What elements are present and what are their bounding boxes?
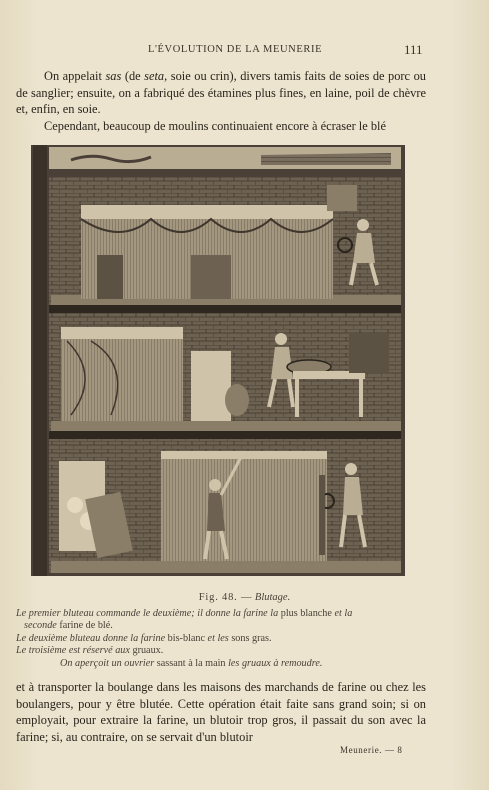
legend-run: Le deuxième bluteau donne la farine <box>16 632 166 644</box>
legend-run: sassant à la main <box>154 657 229 669</box>
text-run: On appelait <box>44 69 106 83</box>
legend-line <box>16 620 436 632</box>
paragraph-boulange: et à transporter la boulange dans les maisons des marchands de farine ou chez les boulangers, pour y être blutée. Cette opération était faite sans grand soin; si on employait, pour extraire la farine, un blutoir trop gros, il passait du son avec la farine; si, au contraire, on se servait d'un blutoir <box>16 680 426 744</box>
term-sas: sas <box>105 69 122 83</box>
legend-run: Le troisième est réservé aux <box>16 645 130 657</box>
legend-run: gruaux. <box>129 645 164 657</box>
signature-mark: Meunerie. — 8 <box>340 745 403 755</box>
body-text-top <box>16 68 426 134</box>
legend-run: plus blanche <box>278 608 335 619</box>
legend-run: farine de blé. <box>56 620 113 632</box>
legend-run: sons gras. <box>228 632 272 644</box>
legend-run: et les <box>207 632 229 644</box>
legend-run: et la <box>334 608 353 619</box>
figure-legend <box>16 608 436 670</box>
legend-run: bis-blanc <box>165 632 208 644</box>
text-run: soie ou crin), divers tamis faits de soies de porc ou de sanglier; ensuite, on a fabriqué des étamines plus fines, en laine, poil de chèvre et, enfin, en soie. <box>16 69 426 117</box>
engraving-plate <box>31 145 405 576</box>
body-text-bottom <box>16 679 426 745</box>
figure-number: Fig. 48. — <box>198 592 253 603</box>
legend-run: On aperçoit un ouvrier <box>60 657 155 669</box>
paragraph-sas <box>16 68 426 118</box>
legend-line <box>16 645 436 657</box>
legend-line <box>16 633 436 645</box>
text-run: (de <box>121 69 145 83</box>
legend-run: les gruaux à remoudre. <box>228 657 323 669</box>
blutage-engraving <box>31 145 405 576</box>
legend-line <box>16 608 436 620</box>
running-title: L'ÉVOLUTION DE LA MEUNERIE <box>148 44 323 55</box>
term-seta: seta, <box>144 69 168 83</box>
paragraph-cependant: Cependant, beaucoup de moulins continuaient encore à écraser le blé <box>44 118 386 133</box>
running-head <box>0 44 489 60</box>
page-number: 111 <box>404 42 423 57</box>
legend-run: Le premier bluteau commande le deuxième; il donne la farine la <box>16 608 279 619</box>
legend-line <box>16 658 436 670</box>
legend-run: seconde <box>24 620 57 632</box>
figure-caption <box>0 592 489 603</box>
figure-title: Blutage. <box>254 592 291 603</box>
